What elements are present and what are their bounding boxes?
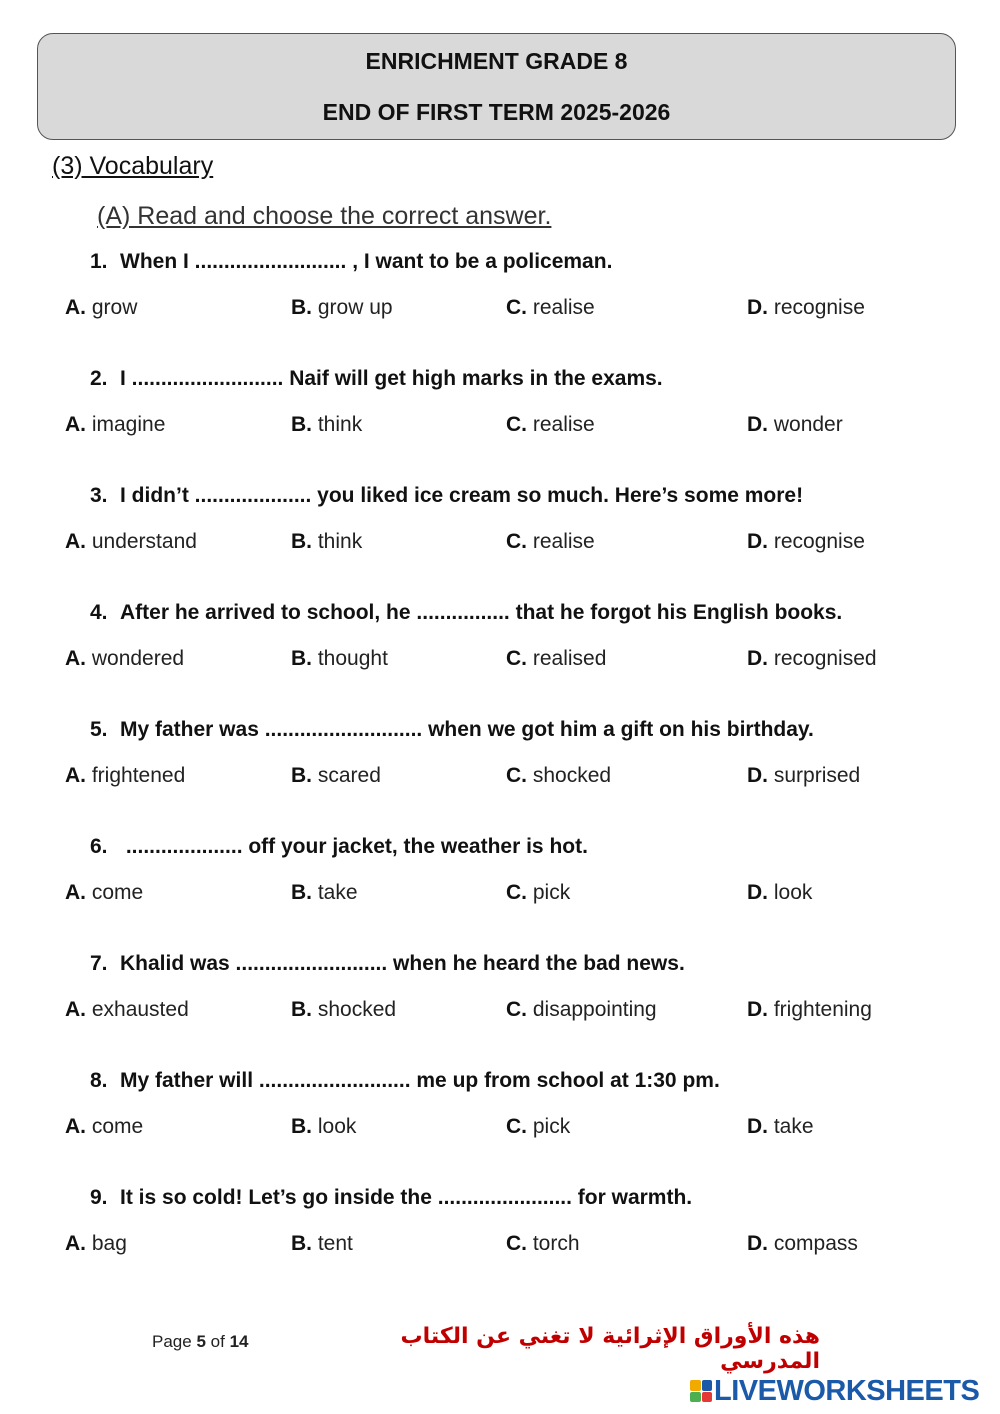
option-letter: D. <box>747 296 768 319</box>
page-label: Page <box>152 1332 192 1351</box>
option-text: disappointing <box>532 998 657 1021</box>
option-letter: C. <box>506 647 527 670</box>
option-letter: A. <box>65 413 86 436</box>
option-text: take <box>773 1115 814 1138</box>
question-text: My father was ........................... when we got him a gift on his birthday. <box>120 718 814 741</box>
question-stem <box>90 484 803 508</box>
answer-option[interactable] <box>506 881 570 905</box>
answer-option[interactable] <box>747 998 872 1022</box>
answer-option[interactable] <box>506 530 595 554</box>
option-letter: D. <box>747 530 768 553</box>
option-letter: C. <box>506 881 527 904</box>
answer-option[interactable] <box>506 998 657 1022</box>
option-letter: D. <box>747 1232 768 1255</box>
question-number: 3. <box>90 484 108 507</box>
worksheet-term: END OF FIRST TERM 2025-2026 <box>322 99 671 125</box>
question-text: After he arrived to school, he ................ that he forgot his English books. <box>120 601 843 624</box>
option-text: recognised <box>773 647 877 670</box>
option-text: thought <box>317 647 388 670</box>
question-text: I .......................... Naif will get high marks in the exams. <box>120 367 663 390</box>
question-text: I didn’t .................... you liked ice cream so much. Here’s some more! <box>120 484 804 507</box>
option-letter: B. <box>291 881 312 904</box>
question-stem <box>90 952 685 976</box>
page-number <box>152 1332 248 1352</box>
option-text: scared <box>317 764 381 787</box>
option-letter: B. <box>291 296 312 319</box>
question-number: 5. <box>90 718 108 741</box>
answer-option[interactable] <box>65 764 185 788</box>
answer-option[interactable] <box>291 998 396 1022</box>
liveworksheets-logo <box>690 1374 979 1408</box>
option-letter: A. <box>65 1232 86 1255</box>
answer-option[interactable] <box>291 881 358 905</box>
option-letter: C. <box>506 296 527 319</box>
option-letter: C. <box>506 530 527 553</box>
question-number: 7. <box>90 952 108 975</box>
option-text: realised <box>532 647 607 670</box>
option-text: look <box>317 1115 357 1138</box>
answer-option[interactable] <box>506 1232 580 1256</box>
option-letter: C. <box>506 1232 527 1255</box>
answer-option[interactable] <box>65 881 143 905</box>
worksheet-title: ENRICHMENT GRADE 8 <box>365 48 628 74</box>
option-text: compass <box>773 1232 858 1255</box>
answer-option[interactable] <box>291 764 381 788</box>
option-letter: C. <box>506 764 527 787</box>
option-text: pick <box>532 1115 571 1138</box>
answer-option[interactable] <box>506 413 595 437</box>
answer-option[interactable] <box>291 647 388 671</box>
page-total: 14 <box>229 1332 249 1351</box>
option-text: bag <box>91 1232 127 1255</box>
answer-option[interactable] <box>65 413 165 437</box>
question-text: It is so cold! Let’s go inside the ....................... for warmth. <box>120 1186 693 1209</box>
question-stem <box>90 835 588 859</box>
answer-option[interactable] <box>747 530 865 554</box>
option-text: think <box>317 413 363 436</box>
option-text: realise <box>532 296 595 319</box>
option-letter: D. <box>747 998 768 1021</box>
option-text: imagine <box>91 413 166 436</box>
option-text: come <box>91 881 144 904</box>
option-letter: C. <box>506 998 527 1021</box>
question-stem <box>90 250 612 274</box>
option-text: wonder <box>773 413 843 436</box>
question-stem <box>90 367 663 391</box>
option-text: realise <box>532 413 595 436</box>
option-text: tent <box>317 1232 353 1255</box>
option-text: realise <box>532 530 595 553</box>
option-letter: C. <box>506 413 527 436</box>
option-letter: A. <box>65 296 86 319</box>
answer-option[interactable] <box>291 1115 356 1139</box>
page-of: of <box>210 1332 225 1351</box>
answer-option[interactable] <box>291 1232 353 1256</box>
question-text: My father will .......................... me up from school at 1:30 pm. <box>120 1069 720 1092</box>
option-text: torch <box>532 1232 580 1255</box>
option-letter: B. <box>291 1115 312 1138</box>
answer-option[interactable] <box>65 1232 127 1256</box>
answer-option[interactable] <box>506 647 606 671</box>
option-letter: B. <box>291 998 312 1021</box>
option-letter: A. <box>65 1115 86 1138</box>
option-text: exhausted <box>91 998 189 1021</box>
header-box <box>37 33 956 140</box>
option-text: understand <box>91 530 197 553</box>
answer-option[interactable] <box>291 296 393 320</box>
option-text: recognise <box>773 296 865 319</box>
option-letter: A. <box>65 530 86 553</box>
question-number: 6. <box>90 835 108 858</box>
arabic-note: هذه الأوراق الإثرائية لا تغني عن الكتاب المدرسي <box>400 1324 820 1374</box>
question-number: 2. <box>90 367 108 390</box>
answer-option[interactable] <box>506 764 611 788</box>
question-number: 1. <box>90 250 108 273</box>
option-text: grow <box>91 296 138 319</box>
answer-option[interactable] <box>747 647 877 671</box>
option-letter: C. <box>506 1115 527 1138</box>
option-letter: D. <box>747 764 768 787</box>
question-text: When I .......................... , I want to be a policeman. <box>120 250 613 273</box>
option-letter: A. <box>65 998 86 1021</box>
answer-option[interactable] <box>506 296 595 320</box>
answer-option[interactable] <box>65 530 197 554</box>
question-text: .................... off your jacket, the weather is hot. <box>120 835 588 858</box>
option-text: frightening <box>773 998 872 1021</box>
answer-option[interactable] <box>747 881 812 905</box>
answer-option[interactable] <box>65 296 137 320</box>
option-letter: D. <box>747 413 768 436</box>
question-number: 4. <box>90 601 108 624</box>
answer-option[interactable] <box>506 1115 570 1139</box>
option-text: take <box>317 881 358 904</box>
option-letter: D. <box>747 1115 768 1138</box>
part-title: (A) Read and choose the correct answer. <box>97 202 552 230</box>
answer-option[interactable] <box>747 413 843 437</box>
question-number: 9. <box>90 1186 108 1209</box>
option-letter: D. <box>747 881 768 904</box>
question-text: Khalid was .......................... when he heard the bad news. <box>120 952 685 975</box>
option-text: shocked <box>532 764 612 787</box>
option-letter: B. <box>291 530 312 553</box>
answer-option[interactable] <box>747 296 865 320</box>
option-text: pick <box>532 881 571 904</box>
answer-option[interactable] <box>291 530 362 554</box>
answer-option[interactable] <box>65 647 184 671</box>
answer-option[interactable] <box>747 1115 814 1139</box>
page-current: 5 <box>196 1332 206 1351</box>
option-text: surprised <box>773 764 861 787</box>
option-text: shocked <box>317 998 397 1021</box>
answer-option[interactable] <box>291 413 362 437</box>
option-letter: A. <box>65 647 86 670</box>
question-stem <box>90 601 842 625</box>
liveworksheets-wordmark: LIVEWORKSHEETS <box>714 1374 980 1407</box>
option-letter: B. <box>291 647 312 670</box>
option-letter: B. <box>291 413 312 436</box>
option-letter: A. <box>65 764 86 787</box>
answer-option[interactable] <box>65 1115 143 1139</box>
answer-option[interactable] <box>747 764 860 788</box>
option-text: wondered <box>91 647 185 670</box>
question-stem <box>90 1186 692 1210</box>
question-number: 8. <box>90 1069 108 1092</box>
option-letter: B. <box>291 1232 312 1255</box>
option-letter: A. <box>65 881 86 904</box>
answer-option[interactable] <box>65 998 189 1022</box>
option-letter: B. <box>291 764 312 787</box>
liveworksheets-icon <box>690 1380 712 1402</box>
answer-option[interactable] <box>747 1232 858 1256</box>
question-stem <box>90 718 814 742</box>
option-text: recognise <box>773 530 865 553</box>
option-text: frightened <box>91 764 186 787</box>
option-text: think <box>317 530 363 553</box>
question-stem <box>90 1069 720 1093</box>
option-letter: D. <box>747 647 768 670</box>
option-text: grow up <box>317 296 393 319</box>
option-text: look <box>773 881 813 904</box>
section-title: (3) Vocabulary <box>52 152 214 180</box>
option-text: come <box>91 1115 144 1138</box>
